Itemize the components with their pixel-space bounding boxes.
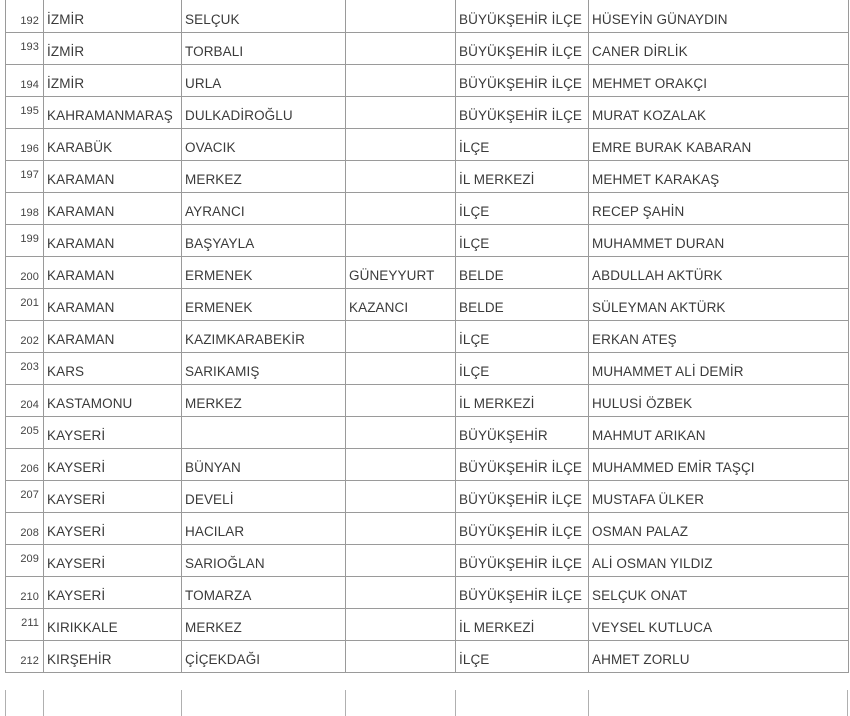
table-row — [6, 608, 849, 640]
district-cell: SELÇUK — [182, 0, 346, 32]
row-number-cell: 208 — [6, 512, 44, 544]
district-cell: ERMENEK — [182, 256, 346, 288]
municipality-type-cell: İLÇE — [456, 128, 589, 160]
table-row — [6, 544, 849, 576]
grid-line — [455, 690, 456, 716]
province-cell: KARAMAN — [44, 192, 182, 224]
mayor-name-cell: ALİ OSMAN YILDIZ — [589, 544, 849, 576]
municipality-type-cell: BELDE — [456, 256, 589, 288]
town-cell — [346, 640, 456, 672]
province-cell: KARS — [44, 352, 182, 384]
table-row — [6, 640, 849, 672]
municipality-type-cell: İLÇE — [456, 640, 589, 672]
town-cell — [346, 160, 456, 192]
province-cell: KAYSERİ — [44, 576, 182, 608]
grid-line — [43, 690, 44, 716]
mayor-name-cell: ABDULLAH AKTÜRK — [589, 256, 849, 288]
municipality-type-cell: İLÇE — [456, 320, 589, 352]
table-row — [6, 32, 849, 64]
province-cell: KAYSERİ — [44, 448, 182, 480]
town-cell — [346, 64, 456, 96]
table-row — [6, 0, 849, 32]
mayor-name-cell: RECEP ŞAHİN — [589, 192, 849, 224]
grid-continuation — [5, 690, 848, 716]
row-number-cell: 207 — [6, 480, 44, 512]
district-cell: ÇİÇEKDAĞI — [182, 640, 346, 672]
mayor-results-table — [5, 0, 849, 673]
town-cell — [346, 192, 456, 224]
mayor-name-cell: HÜSEYİN GÜNAYDIN — [589, 0, 849, 32]
row-number-cell: 206 — [6, 448, 44, 480]
row-number-cell: 205 — [6, 416, 44, 448]
district-cell: SARIKAMIŞ — [182, 352, 346, 384]
mayor-name-cell: EMRE BURAK KABARAN — [589, 128, 849, 160]
municipality-type-cell: BÜYÜKŞEHİR İLÇE — [456, 448, 589, 480]
district-cell: HACILAR — [182, 512, 346, 544]
town-cell: KAZANCI — [346, 288, 456, 320]
district-cell: OVACIK — [182, 128, 346, 160]
mayor-name-cell: SÜLEYMAN AKTÜRK — [589, 288, 849, 320]
row-number-cell: 194 — [6, 64, 44, 96]
mayor-name-cell: MURAT KOZALAK — [589, 96, 849, 128]
municipality-type-cell: BÜYÜKŞEHİR İLÇE — [456, 96, 589, 128]
row-number-cell: 192 — [6, 0, 44, 32]
town-cell — [346, 448, 456, 480]
municipality-type-cell: İL MERKEZİ — [456, 160, 589, 192]
province-cell: KAYSERİ — [44, 544, 182, 576]
province-cell: KARAMAN — [44, 224, 182, 256]
mayor-name-cell: MEHMET KARAKAŞ — [589, 160, 849, 192]
province-cell: KARAMAN — [44, 288, 182, 320]
table-row — [6, 416, 849, 448]
town-cell — [346, 320, 456, 352]
mayor-name-cell: HULUSİ ÖZBEK — [589, 384, 849, 416]
mayor-name-cell: SELÇUK ONAT — [589, 576, 849, 608]
municipality-type-cell: BÜYÜKŞEHİR — [456, 416, 589, 448]
table-row — [6, 512, 849, 544]
province-cell: KARAMAN — [44, 160, 182, 192]
district-cell: BÜNYAN — [182, 448, 346, 480]
table-row — [6, 448, 849, 480]
district-cell: URLA — [182, 64, 346, 96]
municipality-type-cell: İLÇE — [456, 224, 589, 256]
row-number-cell: 212 — [6, 640, 44, 672]
grid-line — [5, 690, 6, 716]
town-cell — [346, 384, 456, 416]
province-cell: KIRŞEHİR — [44, 640, 182, 672]
municipality-type-cell: İL MERKEZİ — [456, 608, 589, 640]
table-row — [6, 384, 849, 416]
table-row — [6, 224, 849, 256]
district-cell: TOMARZA — [182, 576, 346, 608]
mayor-name-cell: OSMAN PALAZ — [589, 512, 849, 544]
province-cell: KARAMAN — [44, 256, 182, 288]
mayor-name-cell: VEYSEL KUTLUCA — [589, 608, 849, 640]
table-row — [6, 192, 849, 224]
province-cell: KIRIKKALE — [44, 608, 182, 640]
province-cell: KARABÜK — [44, 128, 182, 160]
town-cell — [346, 608, 456, 640]
results-table-container — [5, 0, 848, 673]
district-cell — [182, 416, 346, 448]
province-cell: İZMİR — [44, 0, 182, 32]
table-row — [6, 128, 849, 160]
province-cell: KAYSERİ — [44, 416, 182, 448]
town-cell — [346, 544, 456, 576]
district-cell: KAZIMKARABEKİR — [182, 320, 346, 352]
mayor-name-cell: ERKAN ATEŞ — [589, 320, 849, 352]
town-cell — [346, 0, 456, 32]
province-cell: KAYSERİ — [44, 512, 182, 544]
municipality-type-cell: BELDE — [456, 288, 589, 320]
row-number-cell: 202 — [6, 320, 44, 352]
mayor-name-cell: AHMET ZORLU — [589, 640, 849, 672]
municipality-type-cell: İLÇE — [456, 192, 589, 224]
district-cell: SARIOĞLAN — [182, 544, 346, 576]
grid-line — [847, 690, 848, 716]
row-number-cell: 199 — [6, 224, 44, 256]
town-cell — [346, 416, 456, 448]
municipality-type-cell: İLÇE — [456, 352, 589, 384]
mayor-name-cell: MAHMUT ARIKAN — [589, 416, 849, 448]
town-cell — [346, 480, 456, 512]
row-number-cell: 198 — [6, 192, 44, 224]
row-number-cell: 203 — [6, 352, 44, 384]
town-cell: GÜNEYYURT — [346, 256, 456, 288]
province-cell: KASTAMONU — [44, 384, 182, 416]
row-number-cell: 201 — [6, 288, 44, 320]
province-cell: KAHRAMANMARAŞ — [44, 96, 182, 128]
municipality-type-cell: BÜYÜKŞEHİR İLÇE — [456, 0, 589, 32]
district-cell: ERMENEK — [182, 288, 346, 320]
table-row — [6, 160, 849, 192]
town-cell — [346, 352, 456, 384]
municipality-type-cell: İL MERKEZİ — [456, 384, 589, 416]
district-cell: DULKADİROĞLU — [182, 96, 346, 128]
town-cell — [346, 512, 456, 544]
province-cell: KAYSERİ — [44, 480, 182, 512]
town-cell — [346, 96, 456, 128]
town-cell — [346, 32, 456, 64]
grid-line — [181, 690, 182, 716]
row-number-cell: 211 — [6, 608, 44, 640]
mayor-name-cell: CANER DİRLİK — [589, 32, 849, 64]
mayor-name-cell: MUSTAFA ÜLKER — [589, 480, 849, 512]
municipality-type-cell: BÜYÜKŞEHİR İLÇE — [456, 32, 589, 64]
table-body — [6, 0, 849, 672]
district-cell: TORBALI — [182, 32, 346, 64]
town-cell — [346, 128, 456, 160]
table-row — [6, 96, 849, 128]
district-cell: MERKEZ — [182, 384, 346, 416]
district-cell: AYRANCI — [182, 192, 346, 224]
table-row — [6, 576, 849, 608]
row-number-cell: 193 — [6, 32, 44, 64]
table-row — [6, 480, 849, 512]
town-cell — [346, 224, 456, 256]
grid-line — [345, 690, 346, 716]
municipality-type-cell: BÜYÜKŞEHİR İLÇE — [456, 576, 589, 608]
province-cell: İZMİR — [44, 64, 182, 96]
district-cell: MERKEZ — [182, 608, 346, 640]
table-row — [6, 352, 849, 384]
mayor-name-cell: MUHAMMET DURAN — [589, 224, 849, 256]
mayor-name-cell: MEHMET ORAKÇI — [589, 64, 849, 96]
municipality-type-cell: BÜYÜKŞEHİR İLÇE — [456, 512, 589, 544]
row-number-cell: 200 — [6, 256, 44, 288]
row-number-cell: 209 — [6, 544, 44, 576]
municipality-type-cell: BÜYÜKŞEHİR İLÇE — [456, 544, 589, 576]
province-cell: İZMİR — [44, 32, 182, 64]
table-row — [6, 64, 849, 96]
town-cell — [346, 576, 456, 608]
row-number-cell: 197 — [6, 160, 44, 192]
mayor-name-cell: MUHAMMED EMİR TAŞÇI — [589, 448, 849, 480]
mayor-name-cell: MUHAMMET ALİ DEMİR — [589, 352, 849, 384]
table-row — [6, 288, 849, 320]
municipality-type-cell: BÜYÜKŞEHİR İLÇE — [456, 480, 589, 512]
district-cell: DEVELİ — [182, 480, 346, 512]
district-cell: BAŞYAYLA — [182, 224, 346, 256]
row-number-cell: 204 — [6, 384, 44, 416]
table-row — [6, 256, 849, 288]
table-row — [6, 320, 849, 352]
row-number-cell: 195 — [6, 96, 44, 128]
municipality-type-cell: BÜYÜKŞEHİR İLÇE — [456, 64, 589, 96]
grid-line — [588, 690, 589, 716]
row-number-cell: 210 — [6, 576, 44, 608]
province-cell: KARAMAN — [44, 320, 182, 352]
row-number-cell: 196 — [6, 128, 44, 160]
district-cell: MERKEZ — [182, 160, 346, 192]
